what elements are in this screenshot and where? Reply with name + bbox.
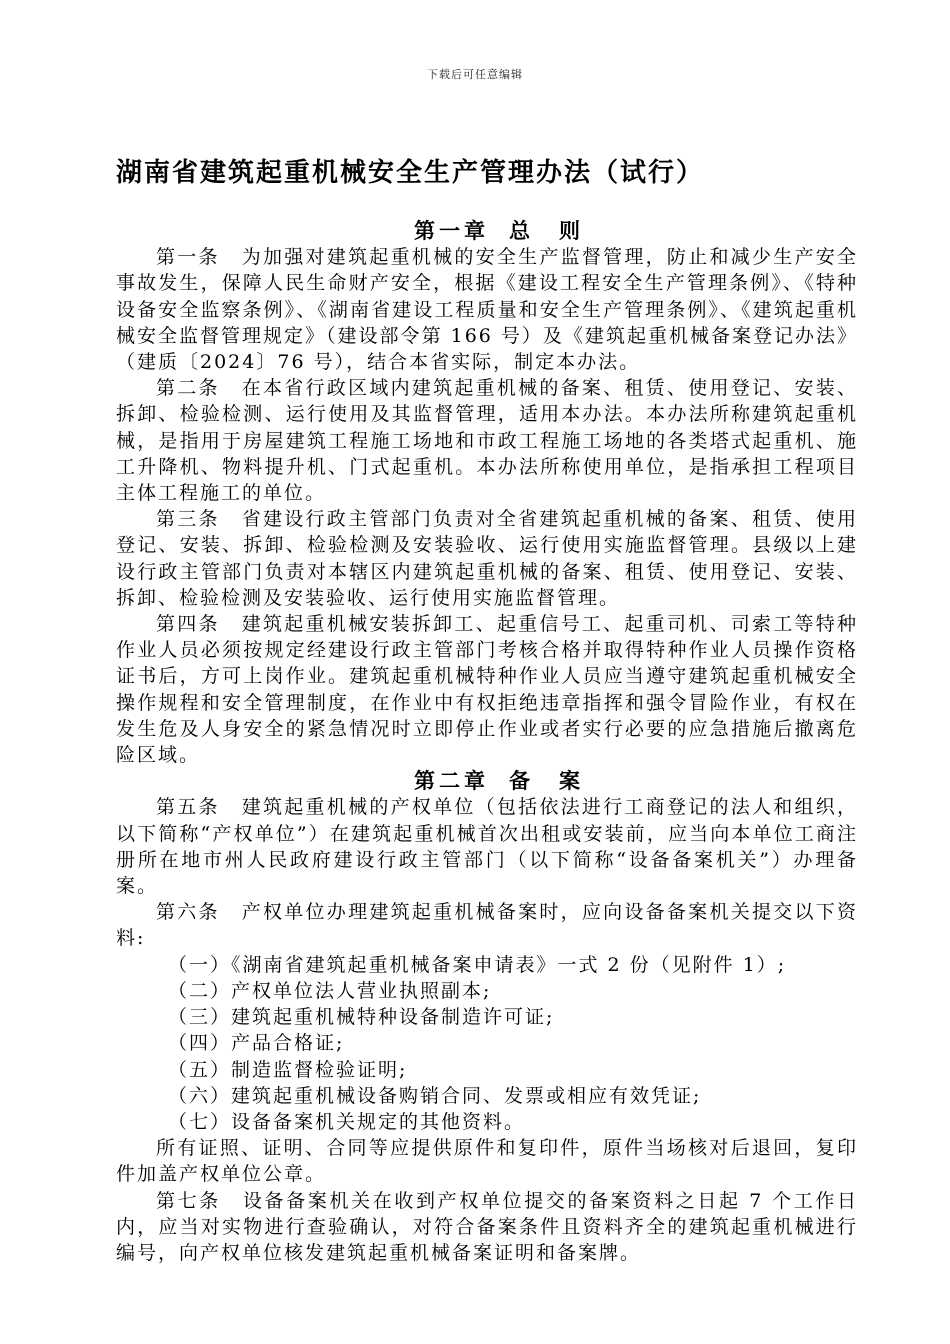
article-2 xyxy=(116,375,858,506)
article-5 xyxy=(116,794,858,899)
list-item: （一）《湖南省建筑起重机械备案申请表》一式 2 份（见附件 1）; xyxy=(168,953,787,976)
document-title: 湖南省建筑起重机械安全生产管理办法（试行） xyxy=(116,158,705,188)
chapter-2-number: 第二章 xyxy=(414,768,489,794)
article-5-label: 第五条 xyxy=(156,796,220,819)
chapter-2-name: 备 案 xyxy=(509,768,584,794)
list-item: （四）产品合格证; xyxy=(168,1032,345,1055)
chapter-2-heading xyxy=(116,768,858,794)
article-4-text: 建筑起重机械安装拆卸工、起重信号工、起重司机、司索工等特种作业人员必须按规定经建设行政主管部门考核合格并取得特种作业人员操作资格证书后，方可上岗作业。建筑起重机械特种作业人员应当遵守建筑起重机械安全操作规程和安全管理制度，在作业中有权拒绝违章指挥和强令冒险作业，有权在发生危及人身安全的紧急情况时立即停止作业或者实行必要的应急措施后撤离危险区域。 xyxy=(116,613,858,767)
article-3-text: 省建设行政主管部门负责对全省建筑起重机械的备案、租赁、使用登记、安装、拆卸、检验检测及安装验收、运行使用实施监督管理。县级以上建设行政主管部门负责对本辖区内建筑起重机械的备案、租赁、使用登记、安装、拆卸、检验检测及安装验收、运行使用实施监督管理。 xyxy=(116,508,858,609)
page-header-note: 下载后可任意编辑 xyxy=(427,68,523,81)
article-1-label: 第一条 xyxy=(156,246,220,269)
article-7 xyxy=(116,1188,858,1267)
article-3-label: 第三条 xyxy=(156,508,220,531)
list-item: （三）建筑起重机械特种设备制造许可证; xyxy=(168,1006,555,1029)
article-5-text: 建筑起重机械的产权单位（包括依法进行工商登记的法人和组织，以下简称“产权单位”）在建筑起重机械首次出租或安装前，应当向本单位工商注册所在地市州人民政府建设行政主管部门（以下简称“设备备案机关”）办理备案。 xyxy=(116,796,858,898)
article-3 xyxy=(116,506,858,611)
article-6 xyxy=(116,899,858,951)
list-item: （二）产权单位法人营业执照副本; xyxy=(168,979,492,1002)
article-2-text: 在本省行政区域内建筑起重机械的备案、租赁、使用登记、安装、拆卸、检验检测、运行使用及其监督管理，适用本办法。本办法所称建筑起重机械，是指用于房屋建筑工程施工场地和市政工程施工场地的各类塔式起重机、施工升降机、物料提升机、门式起重机。本办法所称使用单位，是指承担工程项目主体工程施工的单位。 xyxy=(116,377,858,505)
list-item: （六）建筑起重机械设备购销合同、发票或相应有效凭证; xyxy=(168,1084,702,1107)
article-7-label: 第七条 xyxy=(156,1189,221,1212)
article-2-label: 第二条 xyxy=(156,377,220,400)
list-item: （五）制造监督检验证明; xyxy=(168,1058,408,1081)
article-1 xyxy=(116,244,858,375)
article-4-label: 第四条 xyxy=(156,613,220,636)
document-body xyxy=(116,218,858,1266)
chapter-1-name: 总 则 xyxy=(509,218,584,243)
article-1-text: 为加强对建筑起重机械的安全生产监督管理，防止和减少生产安全事故发生，保障人民生命财产安全，根据《建设工程安全生产管理条例》、《特种设备安全监察条例》、《湖南省建设工程质量和安全生产管理条例》、《建筑起重机械安全监督管理规定》（建设部令第 166 号）及《建筑起重机械备案登记办法》（建质〔2024〕76 号），结合本省实际，制定本办法。 xyxy=(116,246,858,374)
chapter-1-heading xyxy=(116,218,858,244)
list-item: （七）设备备案机关规定的其他资料。 xyxy=(168,1110,526,1133)
article-6-note: 所有证照、证明、合同等应提供原件和复印件，原件当场核对后退回，复印件加盖产权单位公章。 xyxy=(116,1137,858,1186)
article-6-label: 第六条 xyxy=(156,901,220,924)
article-6-text: 产权单位办理建筑起重机械备案时，应向设备备案机关提交以下资料: xyxy=(116,901,858,950)
article-7-text: 设备备案机关在收到产权单位提交的备案资料之日起 7 个工作日内，应当对实物进行查验确认，对符合备案条件且资料齐全的建筑起重机械进行编号，向产权单位核发建筑起重机械备案证明和备案牌。 xyxy=(116,1189,858,1264)
chapter-1-number: 第一章 xyxy=(414,218,489,243)
article-4 xyxy=(116,611,858,768)
